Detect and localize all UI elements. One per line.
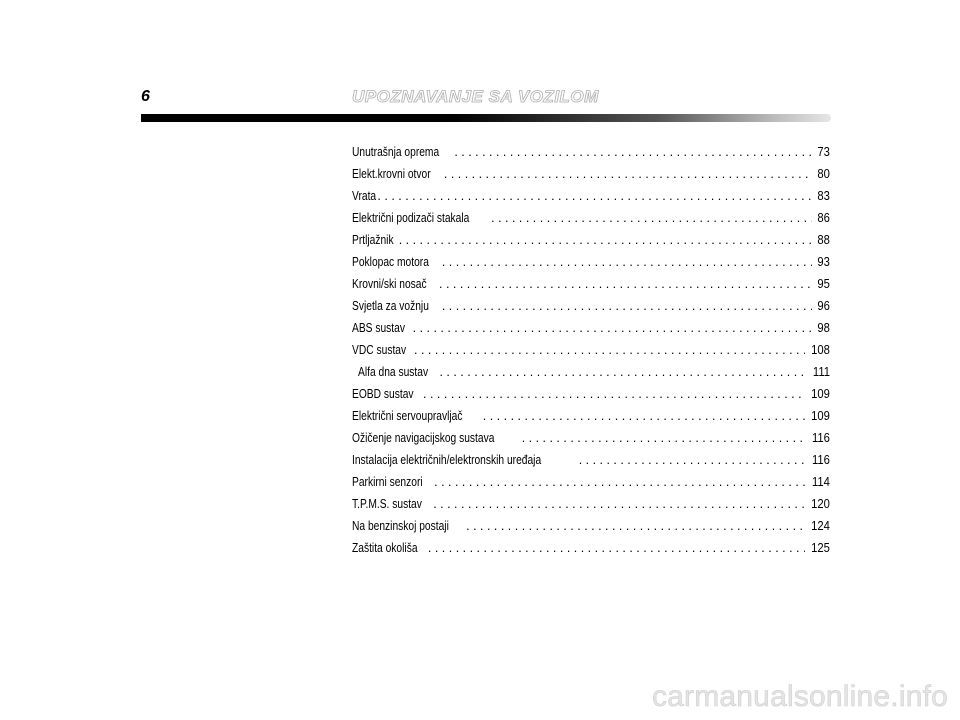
toc-entry-label: Električni servoupravljač: [352, 409, 463, 423]
toc-entry-page-number: 114: [812, 475, 830, 489]
toc-entry-page-number: 83: [817, 189, 830, 203]
toc-dot-leader: [442, 295, 812, 317]
toc-entry-page-number: 125: [811, 541, 830, 555]
toc-entry-label: Krovni/ski nosač: [352, 277, 427, 291]
toc-dot-leader: [483, 405, 805, 427]
toc-entry-label: Alfa dna sustav: [358, 365, 429, 379]
toc-entry-label: T.P.M.S. sustav: [352, 497, 422, 511]
toc-entry[interactable]: [352, 317, 830, 339]
toc-entry[interactable]: [352, 515, 830, 537]
toc-entry-page-number: 98: [817, 321, 830, 335]
watermark: carmanualsonline.info: [651, 680, 948, 713]
toc-entry[interactable]: [352, 493, 830, 515]
toc-entry-label: ABS sustav: [352, 321, 405, 335]
toc-entry-page-number: 116: [812, 453, 830, 467]
toc-entry-page-number: 109: [811, 387, 830, 401]
toc-dot-leader: [444, 163, 812, 185]
toc-entry-page-number: 124: [811, 519, 830, 533]
toc-dot-leader: [439, 273, 812, 295]
toc-entry-label: EOBD sustav: [352, 387, 414, 401]
toc-entry[interactable]: [352, 427, 830, 449]
toc-entry-label: Parkirni senzori: [352, 475, 423, 489]
toc-dot-leader: [433, 493, 805, 515]
page-number: 6: [141, 88, 150, 105]
toc-dot-leader: [491, 207, 812, 229]
toc-entry[interactable]: [352, 361, 830, 383]
toc-entry[interactable]: [352, 163, 830, 185]
toc-dot-leader: [414, 339, 805, 361]
toc-dot-leader: [413, 317, 812, 339]
toc-dot-leader: [522, 427, 806, 449]
toc-entry[interactable]: [352, 339, 830, 361]
toc-dot-leader: [423, 383, 805, 405]
toc-entry-label: Poklopac motora: [352, 255, 429, 269]
toc-entry-label: Zaštita okoliša: [352, 541, 418, 555]
toc-entry-page-number: 111: [812, 365, 830, 379]
toc-entry-label: Vrata: [352, 189, 377, 203]
toc-entry[interactable]: [352, 185, 830, 207]
toc-entry-page-number: 109: [811, 409, 830, 423]
toc-entry-label: Električni podizači stakala: [352, 211, 470, 225]
toc-entry-page-number: 120: [811, 497, 830, 511]
toc-entry-label: Elekt.krovni otvor: [352, 167, 431, 181]
toc-entry-label: Na benzinskoj postaji: [352, 519, 449, 533]
toc-dot-leader: [434, 471, 806, 493]
toc-dot-leader: [579, 449, 806, 471]
toc-entry-label: VDC sustav: [352, 343, 407, 357]
toc-entry-page-number: 73: [817, 145, 830, 159]
toc-entry-label: Ožičenje navigacijskog sustava: [352, 431, 495, 445]
toc-entry[interactable]: [352, 471, 830, 493]
toc-entry-label: Svjetla za vožnju: [352, 299, 429, 313]
toc-entry[interactable]: [352, 229, 830, 251]
toc-entry[interactable]: [352, 295, 830, 317]
table-of-contents: [352, 141, 830, 559]
toc-entry[interactable]: [352, 383, 830, 405]
toc-entry-page-number: 80: [817, 167, 830, 181]
toc-dot-leader: [454, 141, 812, 163]
toc-dot-leader: [377, 185, 812, 207]
toc-entry-page-number: 108: [811, 343, 830, 357]
toc-dot-leader: [439, 361, 807, 383]
toc-entry-page-number: 96: [817, 299, 830, 313]
toc-entry-label: Prtljažnik: [352, 233, 394, 247]
toc-entry[interactable]: [352, 141, 830, 163]
toc-entry[interactable]: [352, 251, 830, 273]
toc-entry[interactable]: [352, 207, 830, 229]
toc-entry[interactable]: [352, 449, 830, 471]
toc-dot-leader: [399, 229, 812, 251]
toc-entry-label: Unutrašnja oprema: [352, 145, 440, 159]
toc-entry-label: Instalacija električnih/elektronskih uređaja: [352, 453, 542, 467]
chapter-title: UPOZNAVANJE SA VOZILOM: [352, 87, 599, 106]
toc-entry-page-number: 93: [817, 255, 830, 269]
toc-dot-leader: [442, 251, 812, 273]
header-rule: [141, 114, 831, 122]
toc-entry[interactable]: [352, 537, 830, 559]
toc-dot-leader: [466, 515, 805, 537]
toc-entry-page-number: 86: [817, 211, 830, 225]
toc-entry-page-number: 95: [817, 277, 830, 291]
toc-entry[interactable]: [352, 405, 830, 427]
toc-entry[interactable]: [352, 273, 830, 295]
toc-entry-page-number: 116: [812, 431, 830, 445]
toc-dot-leader: [428, 537, 805, 559]
toc-entry-page-number: 88: [817, 233, 830, 247]
